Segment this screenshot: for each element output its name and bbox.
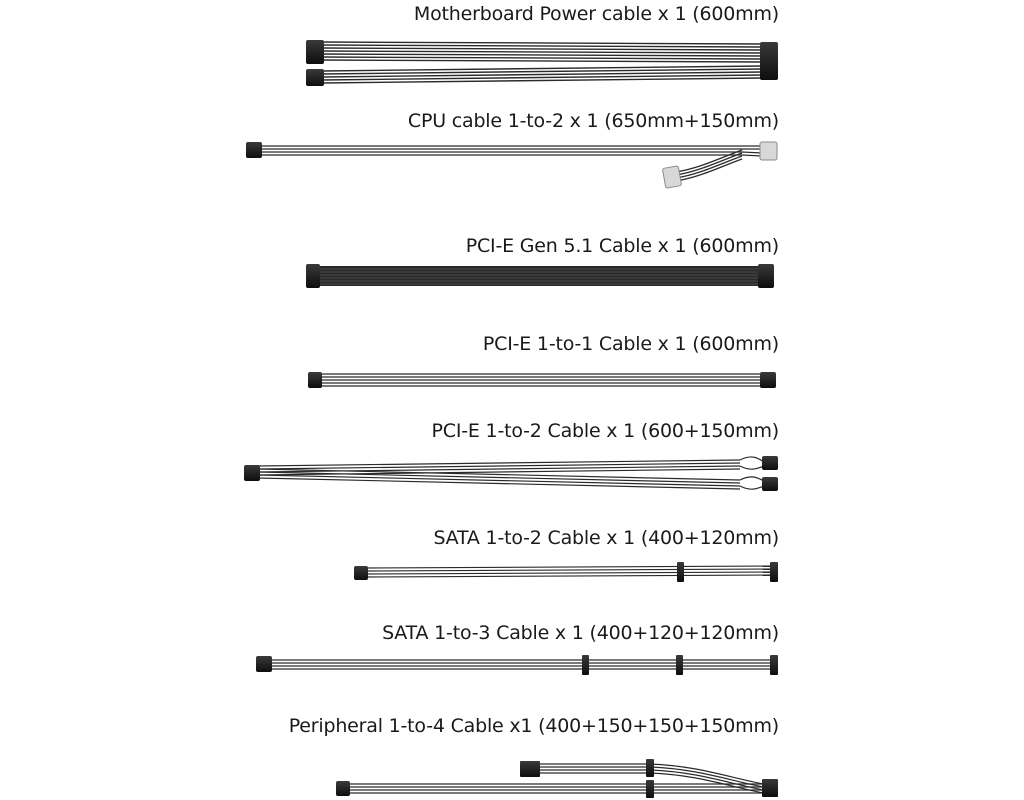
sata-1to3-cable [256,655,778,675]
cable-label-pcie-gen51: PCI-E Gen 5.1 Cable x 1 (600mm) [465,235,779,257]
cable-label-sata-1to2: SATA 1-to-2 Cable x 1 (400+120mm) [433,527,779,549]
cable-label-cpu: CPU cable 1-to-2 x 1 (650mm+150mm) [407,110,779,132]
cable-label-motherboard: Motherboard Power cable x 1 (600mm) [413,3,779,25]
pcie-gen51-cable [306,264,774,288]
motherboard-power-cable [306,40,778,86]
cable-label-peripheral-1to4: Peripheral 1-to-4 Cable x1 (400+150+150+150mm) [288,715,779,737]
pcie-1to1-cable [308,372,776,388]
cpu-cable [246,142,777,188]
cable-label-sata-1to3: SATA 1-to-3 Cable x 1 (400+120+120mm) [382,622,779,644]
pcie-1to2-cable [244,456,778,491]
peripheral-1to4-cable [336,759,778,798]
sata-1to2-cable [354,562,778,582]
cable-label-pcie-1to1: PCI-E 1-to-1 Cable x 1 (600mm) [482,333,779,355]
cable-label-pcie-1to2: PCI-E 1-to-2 Cable x 1 (600+150mm) [431,420,779,442]
